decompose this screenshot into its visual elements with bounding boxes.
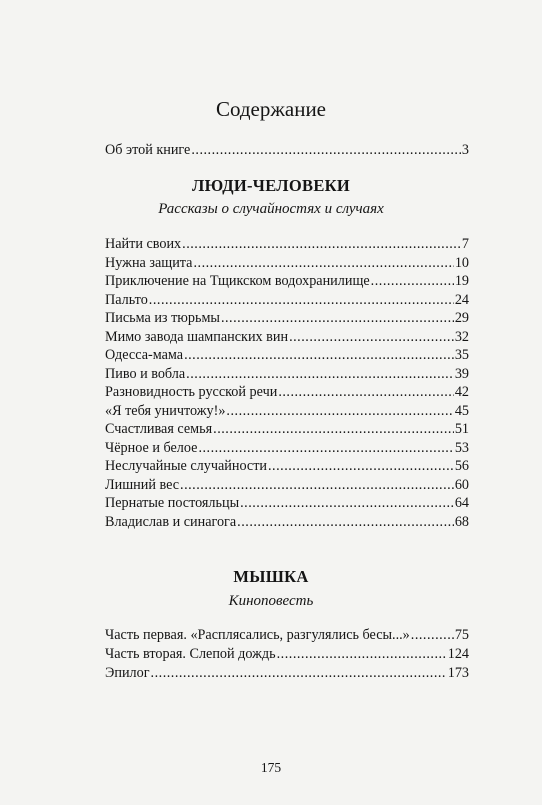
toc-entry-page: 32	[454, 328, 469, 345]
toc-entry-label: Счастливая семья	[105, 421, 213, 437]
toc-entry	[105, 366, 469, 383]
toc-entry-page: 75	[454, 627, 469, 643]
toc-entry-label: Чёрное и белое	[105, 439, 198, 456]
toc-entry-page: 29	[454, 310, 469, 326]
dot-leader	[237, 514, 454, 531]
toc-entry-label: Неслучайные случайности	[105, 458, 267, 474]
toc-entry-page: 53	[454, 439, 469, 456]
toc-entry-label: Приключение на Тщикском водохранилище	[105, 273, 370, 289]
toc-entry-label: Мимо завода шампанских вин	[105, 328, 289, 345]
toc-entry	[105, 627, 469, 644]
toc-entry-page: 7	[461, 236, 469, 252]
toc-entry-label: Пиво и вобла	[105, 365, 186, 382]
toc-entry	[105, 310, 469, 327]
dot-leader	[180, 477, 454, 494]
toc-entry	[105, 255, 469, 272]
section-title: МЫШКА	[233, 567, 309, 586]
dot-leader	[191, 142, 461, 159]
dot-leader	[240, 495, 454, 512]
toc-entry-page: 10	[454, 254, 469, 271]
dot-leader	[151, 665, 447, 682]
toc-entry	[105, 384, 469, 401]
page-number: 175	[260, 760, 282, 775]
toc-entry	[105, 236, 469, 253]
toc-entry-label: Разновидность русской речи	[105, 384, 278, 400]
toc-entry-page: 68	[454, 513, 469, 530]
toc-entry-label: Часть первая. «Расплясались, разгулялись бесы...»	[105, 627, 410, 643]
dot-leader	[371, 273, 454, 290]
toc-entry	[105, 403, 469, 420]
toc-entry-page: 35	[454, 347, 469, 363]
toc-entry-label: Лишний вес	[105, 476, 180, 493]
toc-entry-label: Часть вторая. Слепой дождь	[105, 646, 276, 662]
toc-entry	[105, 273, 469, 290]
toc-entry	[105, 495, 469, 512]
toc-entry-label: Владислав и синагога	[105, 513, 237, 530]
toc-entry	[105, 329, 469, 346]
section-title: ЛЮДИ-ЧЕЛОВЕКИ	[191, 176, 351, 195]
toc-entry-page: 45	[454, 402, 469, 419]
toc-entry-page: 39	[454, 365, 469, 382]
toc-entry-label: Письма из тюрьмы	[105, 310, 220, 326]
dot-leader	[277, 646, 447, 663]
toc-entry-page: 64	[454, 495, 469, 511]
toc-entry-label: Найти своих	[105, 236, 182, 252]
toc-entry-label: Пальто	[105, 291, 148, 308]
toc-entry	[105, 347, 469, 364]
toc-entry-label: Одесса-мама	[105, 347, 184, 363]
dot-leader	[278, 384, 454, 401]
toc-entry-page: 173	[447, 665, 469, 681]
dot-leader	[411, 627, 454, 644]
toc-entry	[105, 665, 469, 682]
toc-entry	[105, 458, 469, 475]
dot-leader	[221, 310, 454, 327]
toc-entry-page: 60	[454, 476, 469, 493]
toc-entry	[105, 440, 469, 457]
toc-entry-page: 56	[454, 458, 469, 474]
dot-leader	[289, 329, 454, 346]
toc-entry	[105, 421, 469, 438]
toc-entry-label: Пернатые постояльцы	[105, 495, 240, 511]
toc-entry	[105, 514, 469, 531]
dot-leader	[182, 236, 461, 253]
toc-entry	[105, 477, 469, 494]
dot-leader	[268, 458, 454, 475]
toc-entry	[105, 292, 469, 309]
page-title: Содержание	[215, 97, 327, 121]
dot-leader	[184, 347, 454, 364]
toc-entry-page: 19	[454, 273, 469, 289]
toc-entry-page: 124	[447, 646, 469, 662]
toc-entry-page: 42	[454, 384, 469, 400]
toc-entry-page: 51	[454, 421, 469, 437]
section-subtitle: Киноповесть	[228, 593, 314, 609]
toc-entry-about	[105, 142, 469, 159]
dot-leader	[149, 292, 454, 309]
dot-leader	[198, 440, 453, 457]
dot-leader	[226, 403, 453, 420]
toc-entry	[105, 646, 469, 663]
section-subtitle: Рассказы о случайностях и случаях	[158, 201, 384, 217]
toc-entry-page: 3	[461, 142, 469, 158]
toc-entry-page: 24	[454, 291, 469, 308]
dot-leader	[213, 421, 454, 438]
dot-leader	[186, 366, 454, 383]
dot-leader	[193, 255, 453, 272]
toc-entry-label: Эпилог	[105, 665, 150, 681]
toc-entry-label: Об этой книге	[105, 142, 191, 158]
toc-entry-label: «Я тебя уничтожу!»	[105, 402, 226, 419]
toc-entry-label: Нужна защита	[105, 254, 193, 271]
